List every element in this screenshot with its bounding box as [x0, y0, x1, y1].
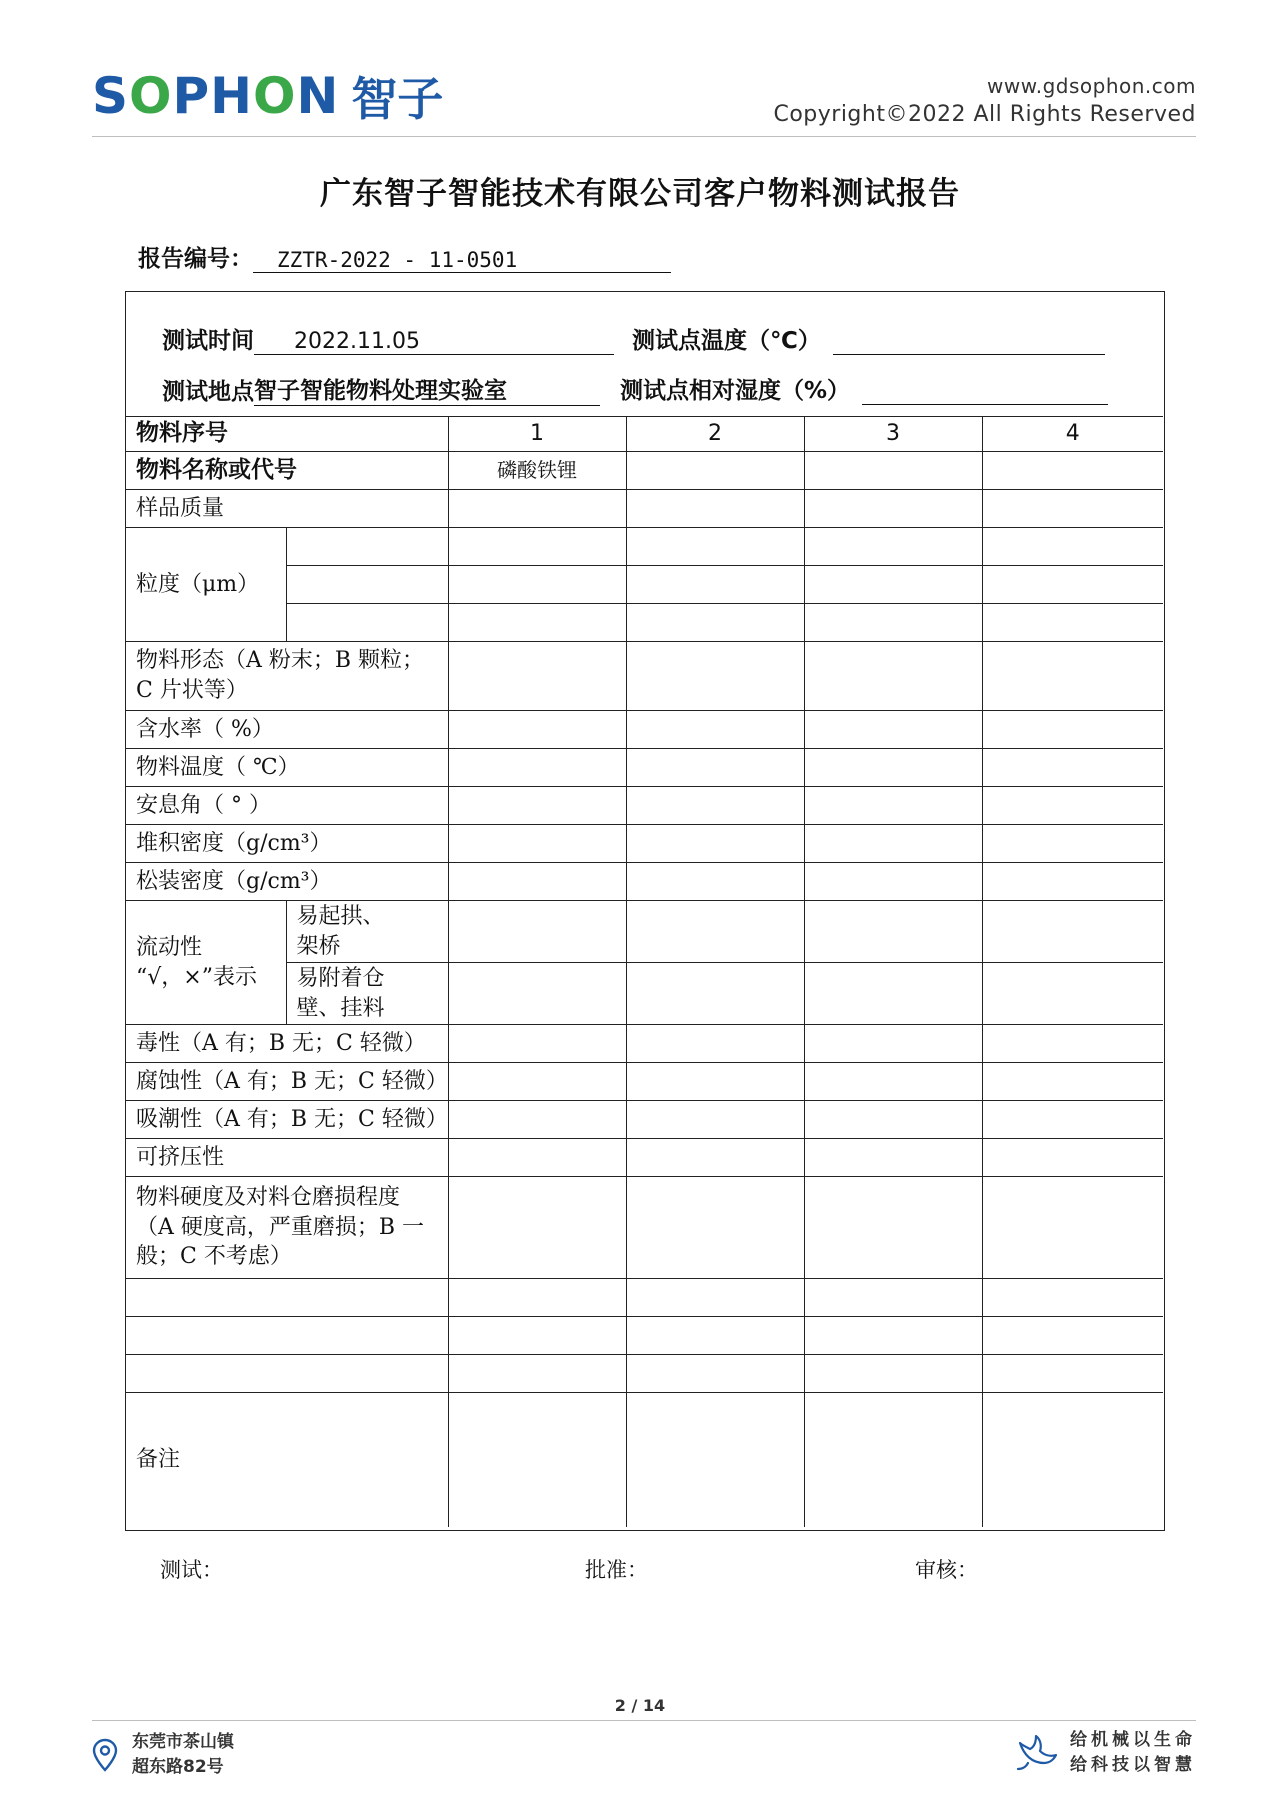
cell — [804, 1139, 982, 1177]
table-row — [126, 825, 1163, 863]
cell — [804, 787, 982, 825]
address-line-2: 超东路82号 — [132, 1756, 224, 1777]
cell — [448, 566, 626, 604]
cell — [448, 1279, 626, 1317]
cell — [626, 1101, 804, 1139]
address-line-1: 东莞市茶山镇 — [132, 1732, 234, 1752]
cell — [626, 604, 804, 642]
row-label-form — [126, 642, 448, 711]
cell — [626, 1139, 804, 1177]
cell — [126, 1355, 448, 1393]
website-url: www.gdsophon.com — [987, 74, 1196, 98]
footer-address — [92, 1730, 234, 1779]
cell — [626, 1063, 804, 1101]
test-place-field — [162, 372, 600, 406]
cell — [448, 901, 626, 963]
row-label-bulk-density: 堆积密度（g/cm³） — [126, 825, 448, 863]
material-table — [126, 416, 1163, 1527]
dove-icon — [1014, 1733, 1058, 1773]
copyright: Copyright©2022 All Rights Reserved — [773, 102, 1196, 127]
cell — [804, 528, 982, 566]
test-temp-value — [833, 354, 1105, 355]
name-label: 物料名称或代号 — [126, 452, 448, 490]
cell — [982, 963, 1163, 1025]
col-header-3: 3 — [804, 417, 982, 452]
cell — [626, 1317, 804, 1355]
test-report-form — [125, 291, 1165, 1531]
cell — [448, 1139, 626, 1177]
cell — [626, 642, 804, 711]
cell — [804, 825, 982, 863]
cell — [626, 787, 804, 825]
cell — [982, 1063, 1163, 1101]
row-sublabel-adhesion — [286, 963, 448, 1025]
footer-divider — [92, 1720, 1196, 1721]
row-label-granularity: 粒度（μm） — [126, 528, 286, 642]
cell — [626, 963, 804, 1025]
row-sublabel-arching — [286, 901, 448, 963]
col-header-4: 4 — [982, 417, 1163, 452]
table-row — [126, 711, 1163, 749]
cell — [448, 490, 626, 528]
page-number: 2 / 14 — [614, 1696, 666, 1715]
report-number-value: ZZTR-2022 - 11-0501 — [253, 248, 671, 273]
cell — [982, 787, 1163, 825]
row-label-repose-angle: 安息角（ ° ） — [126, 787, 448, 825]
row-label-loose-density: 松装密度（g/cm³） — [126, 863, 448, 901]
cell — [626, 901, 804, 963]
cell — [626, 1393, 804, 1527]
logo-wordmark: SOPHON — [92, 67, 340, 125]
cell — [626, 528, 804, 566]
cell — [626, 1177, 804, 1279]
cell — [626, 1355, 804, 1393]
cell — [448, 825, 626, 863]
cell — [448, 711, 626, 749]
seq-label: 物料序号 — [126, 417, 448, 452]
location-pin-icon — [92, 1738, 118, 1772]
cell — [804, 1317, 982, 1355]
cell — [804, 711, 982, 749]
table-row — [126, 749, 1163, 787]
flow-line-1: 流动性 — [136, 934, 203, 960]
header-divider — [92, 136, 1196, 137]
cell — [286, 528, 448, 566]
cell — [448, 642, 626, 711]
test-time-field — [162, 322, 614, 355]
cell — [448, 863, 626, 901]
cell — [448, 787, 626, 825]
document-title: 广东智子智能技术有限公司客户物料测试报告 — [320, 176, 960, 212]
slogan-line-2: 给科技以智慧 — [1070, 1754, 1196, 1775]
cell — [448, 1317, 626, 1355]
cell — [448, 963, 626, 1025]
table-row — [126, 452, 1163, 490]
row-label-flowability — [126, 901, 286, 1025]
cell — [448, 1063, 626, 1101]
test-place-label: 测试地点 — [162, 379, 254, 405]
logo-chinese: 智子 — [351, 72, 444, 126]
cell — [804, 1063, 982, 1101]
cell — [804, 1393, 982, 1527]
material-name-1: 磷酸铁锂 — [448, 452, 626, 490]
test-humidity-field — [620, 372, 1108, 405]
table-row — [126, 642, 1163, 711]
cell — [448, 1101, 626, 1139]
cell — [982, 604, 1163, 642]
cell — [448, 1177, 626, 1279]
cell — [286, 566, 448, 604]
cell — [982, 1317, 1163, 1355]
table-row — [126, 901, 1163, 963]
table-row — [126, 1279, 1163, 1317]
logo — [92, 66, 443, 126]
signature-test: 测试： — [160, 1558, 223, 1582]
cell — [804, 490, 982, 528]
cell — [626, 863, 804, 901]
adhesion-line-1: 易附着仓 — [296, 965, 385, 991]
form-line-1: 物料形态（A 粉末；B 颗粒； — [136, 648, 425, 674]
hardness-line-1: 物料硬度及对料仓磨损程度 — [136, 1184, 401, 1210]
cell — [626, 490, 804, 528]
table-row — [126, 1063, 1163, 1101]
test-humidity-label: 测试点相对湿度（%） — [620, 378, 851, 404]
table-row — [126, 1355, 1163, 1393]
row-label-remarks: 备注 — [126, 1393, 448, 1527]
cell — [804, 963, 982, 1025]
table-row — [126, 1139, 1163, 1177]
col-header-2: 2 — [626, 417, 804, 452]
cell — [982, 1355, 1163, 1393]
cell — [982, 1139, 1163, 1177]
cell — [982, 825, 1163, 863]
cell — [804, 901, 982, 963]
hardness-line-3: 般；C 不考虑） — [136, 1244, 292, 1270]
cell — [982, 528, 1163, 566]
table-row — [126, 1101, 1163, 1139]
cell — [626, 749, 804, 787]
footer-slogan — [1014, 1728, 1196, 1777]
adhesion-line-2: 壁、挂料 — [296, 995, 385, 1021]
cell — [804, 1025, 982, 1063]
cell — [982, 1279, 1163, 1317]
form-line-2: C 片状等） — [136, 678, 248, 703]
table-row — [126, 490, 1163, 528]
table-row — [126, 863, 1163, 901]
table-row — [126, 528, 1163, 566]
cell — [804, 642, 982, 711]
cell — [804, 1177, 982, 1279]
test-time-label: 测试时间 — [162, 328, 254, 354]
cell — [982, 566, 1163, 604]
table-row — [126, 787, 1163, 825]
arching-line-2: 架桥 — [296, 933, 341, 959]
cell — [982, 642, 1163, 711]
row-label-temperature: 物料温度（ ℃） — [126, 749, 448, 787]
cell — [982, 749, 1163, 787]
cell — [448, 1393, 626, 1527]
row-label-hardness — [126, 1177, 448, 1279]
cell — [982, 863, 1163, 901]
signature-approve: 批准： — [585, 1558, 648, 1582]
cell — [982, 490, 1163, 528]
cell — [804, 1279, 982, 1317]
cell — [982, 1025, 1163, 1063]
row-label-sample-mass: 样品质量 — [126, 490, 448, 528]
cell — [286, 604, 448, 642]
report-number-label: 报告编号： — [138, 246, 253, 272]
cell — [626, 711, 804, 749]
cell — [804, 1355, 982, 1393]
cell — [804, 749, 982, 787]
cell — [982, 901, 1163, 963]
cell — [982, 1101, 1163, 1139]
material-name-4 — [982, 452, 1163, 490]
cell — [448, 528, 626, 566]
cell — [804, 863, 982, 901]
cell — [982, 1393, 1163, 1527]
cell — [448, 749, 626, 787]
col-header-1: 1 — [448, 417, 626, 452]
cell — [448, 604, 626, 642]
row-label-corrosion: 腐蚀性（A 有；B 无；C 轻微） — [126, 1063, 448, 1101]
table-row — [126, 1177, 1163, 1279]
row-label-toxicity: 毒性（A 有；B 无；C 轻微） — [126, 1025, 448, 1063]
cell — [626, 566, 804, 604]
site-info — [773, 74, 1196, 127]
arching-line-1: 易起拱、 — [296, 903, 385, 929]
material-name-2 — [626, 452, 804, 490]
test-time-value: 2022.11.05 — [254, 329, 614, 355]
test-temp-field — [632, 322, 1105, 355]
test-humidity-value — [862, 404, 1108, 405]
cell — [982, 711, 1163, 749]
row-label-moisture: 含水率（ %） — [126, 711, 448, 749]
test-temp-label: 测试点温度（℃） — [632, 328, 821, 354]
cell — [982, 1177, 1163, 1279]
cell — [804, 566, 982, 604]
signature-review: 审核： — [915, 1558, 978, 1582]
table-row — [126, 1393, 1163, 1527]
cell — [804, 1101, 982, 1139]
test-place-value: 智子智能物料处理实验室 — [254, 372, 600, 406]
report-number — [138, 240, 671, 273]
row-label-hygroscopic: 吸潮性（A 有；B 无；C 轻微） — [126, 1101, 448, 1139]
slogan-line-1: 给机械以生命 — [1070, 1730, 1196, 1750]
table-row — [126, 417, 1163, 452]
cell — [448, 1355, 626, 1393]
material-name-3 — [804, 452, 982, 490]
table-row — [126, 1025, 1163, 1063]
cell — [126, 1279, 448, 1317]
cell — [448, 1025, 626, 1063]
cell — [126, 1317, 448, 1355]
row-label-squeezable: 可挤压性 — [126, 1139, 448, 1177]
cell — [626, 825, 804, 863]
cell — [804, 604, 982, 642]
flow-line-2: “√，×”表示 — [136, 964, 257, 990]
hardness-line-2: （A 硬度高，严重磨损；B 一 — [136, 1214, 425, 1240]
cell — [626, 1279, 804, 1317]
cell — [626, 1025, 804, 1063]
table-row — [126, 1317, 1163, 1355]
